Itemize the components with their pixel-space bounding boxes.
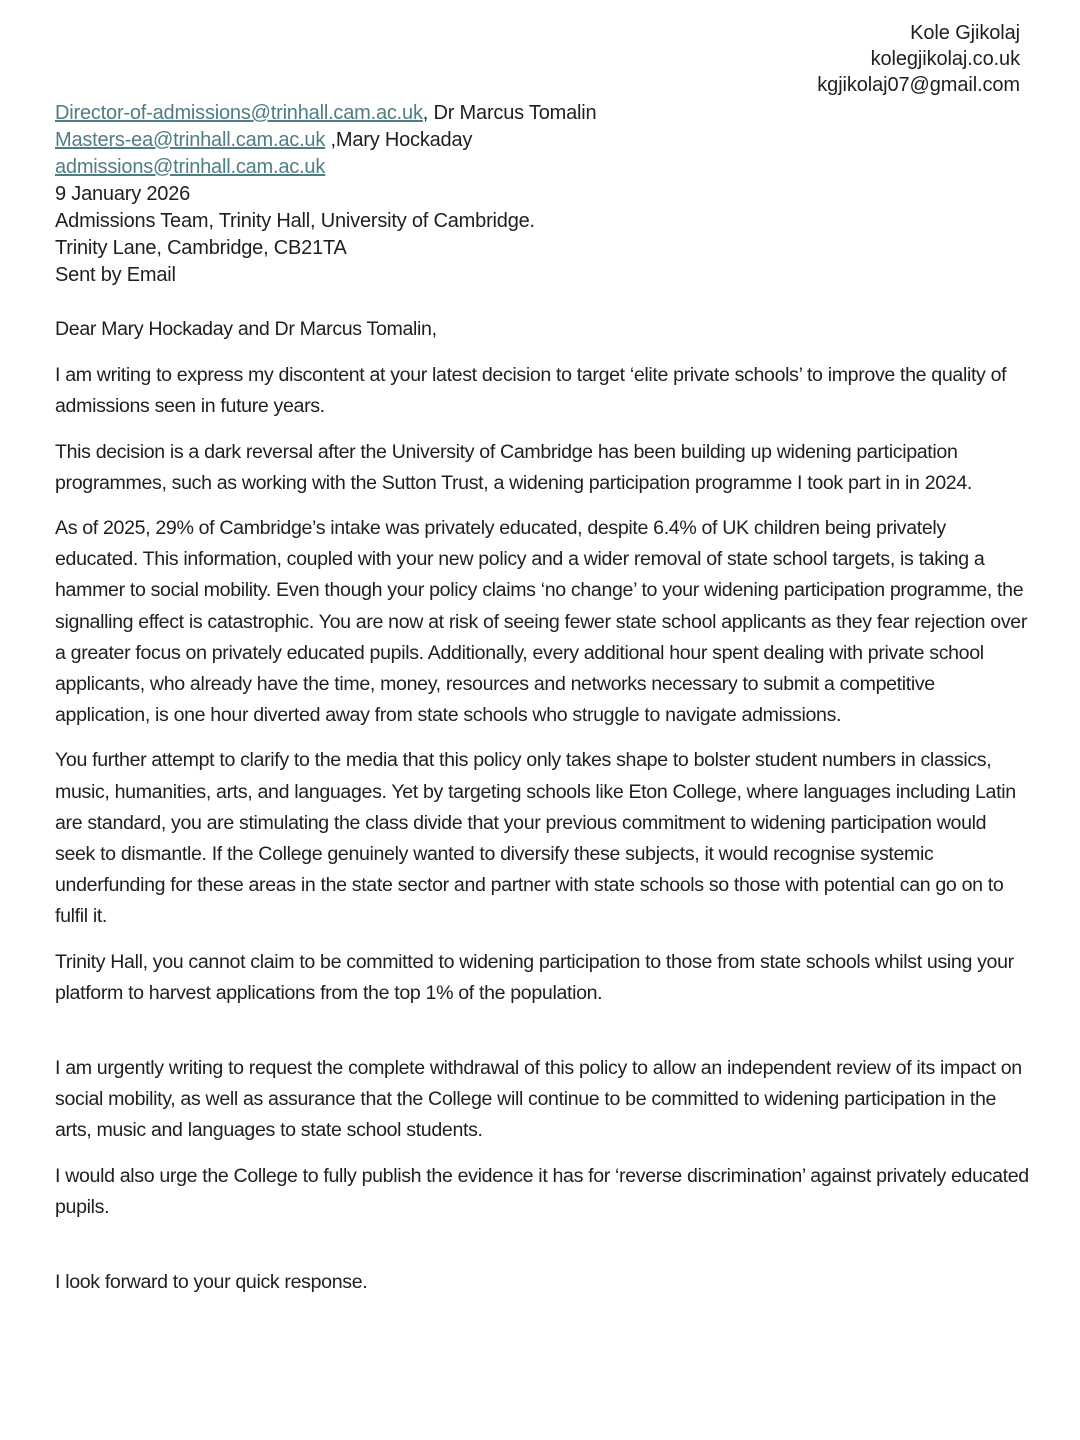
salutation: Dear Mary Hockaday and Dr Marcus Tomalin,	[55, 318, 437, 340]
paragraph-statistics: As of 2025, 29% of Cambridge’s intake was privately educated, despite 6.4% of UK children being privately educated. This information, coupled with your new policy and a wider removal of state school targets, is taking a hammer to social mobility. Even though your policy claims ‘no change’ to your widening participation programme, the signalling effect is catastrophic. You are now at risk of seeing fewer state school applicants as they fear rejection over a greater focus on privately educated pupils. Additionally, every additional hour spent dealing with private school applicants, who already have the time, money, resources and networks necessary to submit a competitive application, is one hour diverted away from state schools who struggle to navigate admissions.	[55, 517, 1028, 727]
letter-body	[55, 314, 1030, 1312]
paragraph-media-clarification: You further attempt to clarify to the media that this policy only takes shape to bolster student numbers in classics, music, humanities, arts, and languages. Yet by targeting schools like Eton College, where languages including Latin are standard, you are stimulating the class divide that your previous commitment to widening participation would seek to dismantle. If the College genuinely wanted to diversify these subjects, it would recognise systemic underfunding for these areas in the state sector and partner with state schools so those with potential can go on to fulfil it.	[55, 749, 1016, 928]
address-line-1: Admissions Team, Trinity Hall, University of Cambridge.	[55, 210, 535, 232]
sender-website: kolegjikolaj.co.uk	[870, 48, 1020, 70]
paragraph-intro: I am writing to express my discontent at your latest decision to target ‘elite private schools’ to improve the quality of admissions seen in future years.	[55, 364, 1007, 418]
address-line-2: Trinity Lane, Cambridge, CB21TA	[55, 237, 347, 259]
recipient-name: ,Mary Hockaday	[325, 129, 473, 151]
recipient-email-link[interactable]: Director-of-admissions@trinhall.cam.ac.uk	[55, 102, 423, 124]
recipient-line	[55, 154, 596, 181]
paragraph-trinity-hall: Trinity Hall, you cannot claim to be committed to widening participation to those from state schools whilst using your platform to harvest applications from the top 1% of the population.	[55, 950, 1014, 1004]
paragraph-request: I am urgently writing to request the complete withdrawal of this policy to allow an independent review of its impact on social mobility, as well as assurance that the College will continue to be committed to widening participation in the arts, music and languages to state school students.	[55, 1057, 1022, 1142]
delivery-method: Sent by Email	[55, 264, 176, 286]
recipient-line	[55, 127, 596, 154]
sender-name: Kole Gjikolaj	[910, 22, 1020, 44]
sender-email: kgjikolaj07@gmail.com	[817, 74, 1020, 96]
letter-date: 9 January 2026	[55, 183, 191, 205]
recipient-name: , Dr Marcus Tomalin	[422, 102, 597, 124]
sender-block	[817, 20, 1020, 98]
paragraph-reversal: This decision is a dark reversal after the University of Cambridge has been building up widening participation programmes, such as working with the Sutton Trust, a widening participation programme I took part in in 2024.	[55, 440, 972, 494]
recipient-email-link[interactable]: admissions@trinhall.cam.ac.uk	[55, 156, 326, 178]
recipient-email-link[interactable]: Masters-ea@trinhall.cam.ac.uk	[55, 129, 326, 151]
recipient-line	[55, 100, 596, 127]
closing-line: I look forward to your quick response.	[55, 1271, 368, 1294]
recipient-block	[55, 100, 596, 289]
paragraph-evidence: I would also urge the College to fully publish the evidence it has for ‘reverse discrimination’ against privately educated pupils.	[55, 1164, 1029, 1218]
